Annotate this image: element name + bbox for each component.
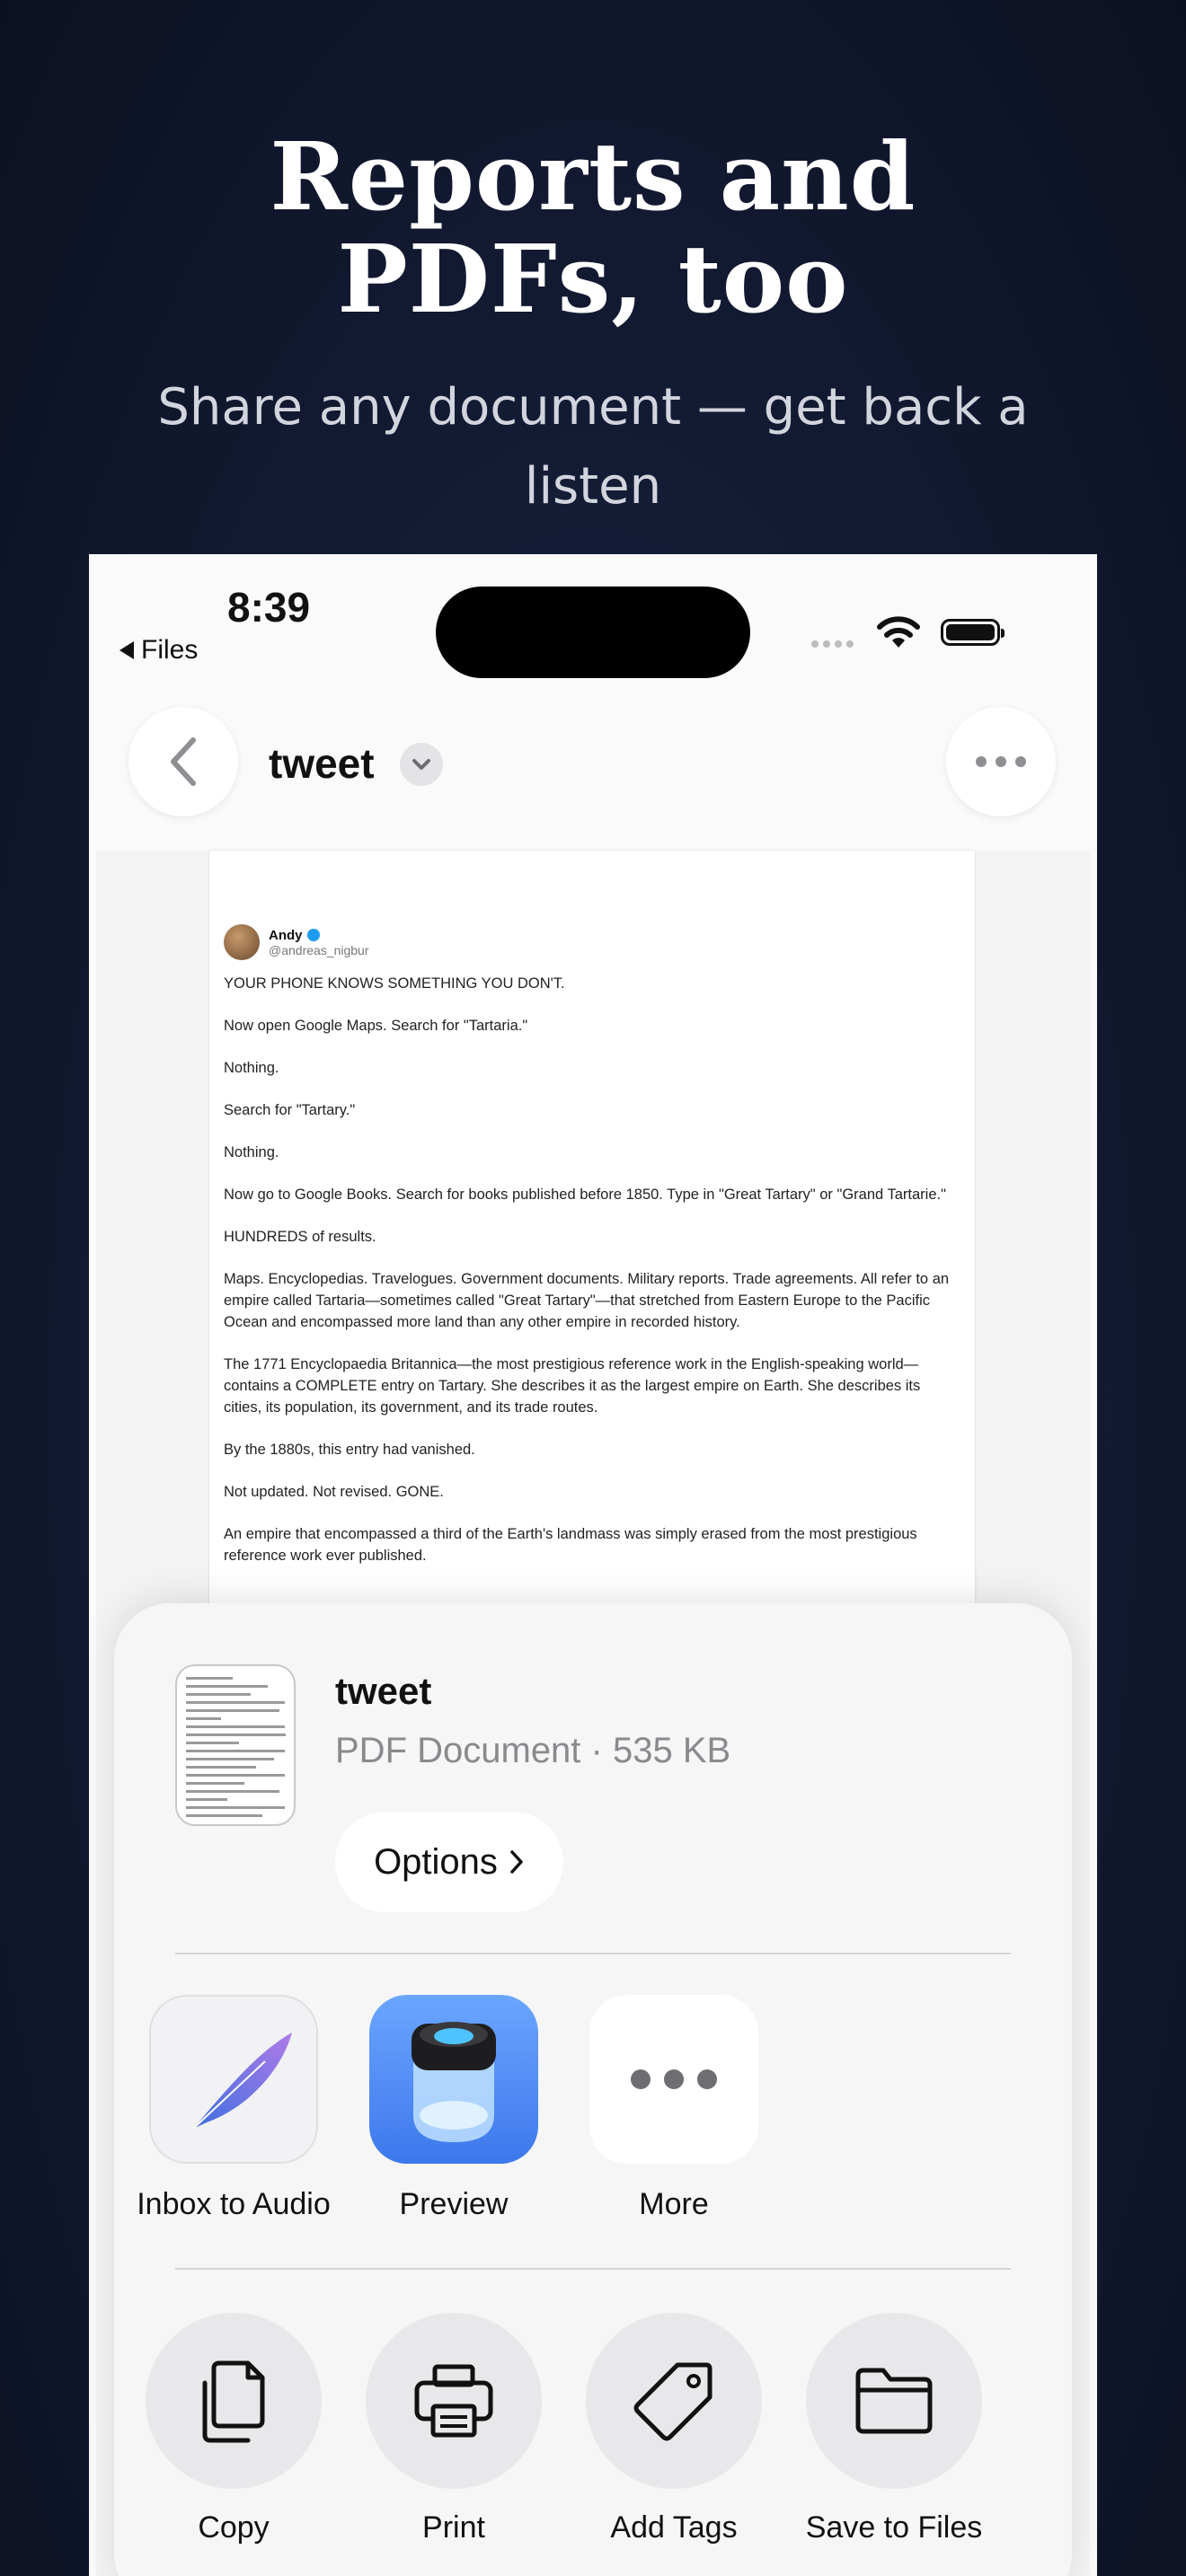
share-sheet	[114, 1603, 1072, 2576]
waveform-feather-icon	[149, 1995, 318, 2164]
share-app-more[interactable]	[571, 1995, 777, 2222]
app-label: More	[639, 2187, 709, 2221]
nav-title: tweet	[269, 740, 375, 787]
action-save-to-files[interactable]	[791, 2313, 997, 2545]
folder-icon	[851, 2367, 937, 2435]
action-copy[interactable]	[130, 2313, 337, 2545]
chevron-left-icon	[168, 737, 199, 787]
chevron-right-icon	[509, 1848, 525, 1875]
action-print[interactable]	[350, 2313, 557, 2545]
nav-back-button[interactable]	[128, 707, 238, 816]
action-label: Copy	[198, 2510, 270, 2545]
dynamic-island	[436, 587, 750, 678]
hero-title	[0, 121, 1186, 334]
file-name: tweet	[335, 1670, 432, 1712]
paragraph: An empire that encompassed a third of the Earth's landmass was simply erased from the most prestigious reference work ever published.	[224, 1526, 917, 1564]
cellular-signal-icon	[811, 640, 854, 648]
wifi-icon	[876, 615, 921, 649]
tweet-body	[224, 973, 951, 1587]
battery-icon	[941, 619, 1000, 646]
paragraph: Nothing.	[224, 1060, 279, 1076]
action-add-tags[interactable]	[571, 2313, 777, 2545]
app-label: Preview	[399, 2187, 509, 2221]
action-label: Print	[422, 2510, 485, 2545]
back-app-label: Files	[141, 635, 199, 665]
hero-title-line2: PDFs, too	[337, 224, 849, 334]
ellipsis-icon	[589, 1995, 758, 2164]
tweet-author	[224, 924, 369, 960]
hero-subtitle: Share any document — get back a listen	[157, 378, 1029, 516]
app-label: Inbox to Audio	[137, 2187, 331, 2221]
preview-loupe-icon	[369, 1995, 538, 2164]
options-button[interactable]	[335, 1812, 563, 1912]
paragraph: Search for "Tartary."	[224, 1102, 356, 1118]
paragraph: The 1771 Encyclopaedia Britannica—the most prestigious reference work in the English-speaking world—contains a COMPLETE entry on Tartary. She describes it as the largest empire on Earth. She describes its cities, its population, its government, and its trade routes.	[224, 1356, 921, 1416]
ellipsis-icon	[974, 755, 1028, 768]
share-app-inbox-to-audio[interactable]	[130, 1995, 337, 2222]
paragraph: Now go to Google Books. Search for books published before 1850. Type in "Great Tartary" or "Grand Tartarie."	[224, 1187, 946, 1203]
options-label: Options	[374, 1841, 498, 1882]
nav-more-button[interactable]	[946, 707, 1056, 816]
back-triangle-icon	[119, 641, 134, 659]
share-app-preview[interactable]	[350, 1995, 557, 2222]
title-menu-button[interactable]	[400, 743, 443, 786]
verified-badge-icon	[307, 929, 320, 941]
file-info: PDF Document · 535 KB	[335, 1731, 731, 1770]
divider	[175, 2268, 1011, 2270]
paragraph: Not updated. Not revised. GONE.	[224, 1484, 444, 1500]
file-thumbnail	[175, 1664, 296, 1826]
paragraph: Nothing.	[224, 1144, 279, 1160]
paragraph: By the 1880s, this entry had vanished.	[224, 1442, 475, 1458]
paragraph: Now open Google Maps. Search for "Tartaria."	[224, 1018, 528, 1034]
hero-title-line1: Reports and	[270, 121, 916, 232]
divider	[175, 1953, 1011, 1954]
status-time: 8:39	[227, 584, 311, 631]
author-handle: @andreas_nigbur	[269, 942, 369, 957]
copy-icon	[196, 2358, 271, 2444]
author-name: Andy	[269, 928, 369, 943]
paragraph: Maps. Encyclopedias. Travelogues. Government documents. Military reports. Trade agreements. All refer to an empire called Tartaria—sometimes called "Great Tartary"—that stretched from Eastern Europe to the Pacific Ocean and encompassed more land than any other empire in recorded history.	[224, 1271, 950, 1330]
chevron-down-icon	[412, 758, 431, 771]
paragraph: YOUR PHONE KNOWS SOMETHING YOU DON'T.	[224, 975, 565, 992]
back-to-files-link[interactable]	[119, 635, 198, 666]
tag-icon	[633, 2360, 715, 2442]
avatar	[224, 924, 260, 960]
action-label: Add Tags	[610, 2510, 738, 2545]
phone-screen	[89, 554, 1097, 2576]
action-label: Save to Files	[805, 2510, 983, 2545]
printer-icon	[413, 2363, 494, 2439]
paragraph: HUNDREDS of results.	[224, 1229, 376, 1245]
